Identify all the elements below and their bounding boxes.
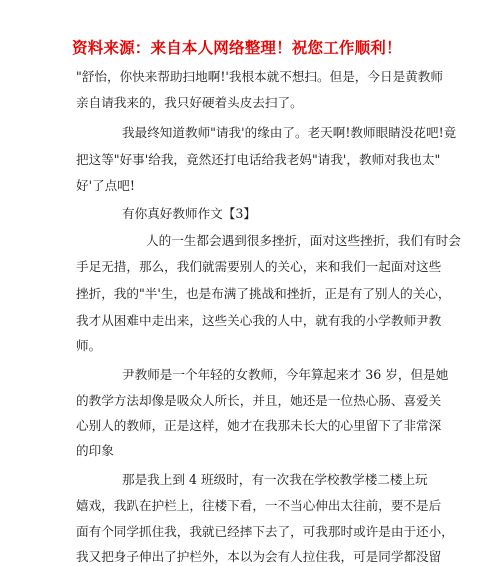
paragraph-line-5: 好'了点吧! [76, 178, 135, 193]
paragraph-line-3: 我最终知道教师"请我'的缘由了。老天啊!教师眼睛没花吧!竟 [122, 125, 457, 140]
paragraph-line-19: 我又把身子伸出了护栏外，本以为会有人拉住我，可是同学都没留 [76, 549, 442, 564]
section-heading: 有你真好教师作文【3】 [122, 206, 256, 221]
paragraph-line-14: 心别人的教师，正是这样，她才在我那未长大的心里留下了非常深 [76, 418, 442, 433]
source-header: 资料来源：来自本人网络整理！祝您工作顺利！ [72, 38, 402, 57]
paragraph-line-12: 尹教师是一个年轻的女教师，今年算起来才 36 岁，但是她 [122, 367, 449, 382]
paragraph-line-17: 嬉戏，我趴在护栏上，往楼下看，一不当心伸出太往前，要不是后 [76, 498, 442, 513]
paragraph-line-2: 亲自请我来的，我只好硬着头皮去扫了。 [76, 95, 303, 110]
paragraph-line-8: 手足无措，那么，我们就需要别人的关心，来和我们一起面对这些 [76, 259, 442, 274]
paragraph-line-15: 的印象 [76, 443, 114, 458]
paragraph-line-7: 人的一生都会遇到很多挫折，面对这些挫折，我们有时会 [146, 233, 461, 248]
paragraph-line-4: 把这等"好事'给我，竟然还打电话给我老妈"请我'，教师对我也太" [76, 152, 441, 167]
paragraph-line-18: 面有个同学抓住我，我就已经摔下去了，可我那时或许是由于还小， [76, 524, 454, 539]
paragraph-line-10: 我才从困难中走出来，这些关心我的人中，就有我的小学教师尹教 [76, 313, 442, 328]
paragraph-line-13: 的教学方法却像是吸众人所长，并且，她还是一位热心肠、喜爱关 [76, 393, 442, 408]
paragraph-line-1: "舒怡，你快来帮助扫地啊!'我根本就不想扫。但是，今日是黄教师 [76, 69, 443, 84]
paragraph-line-11: 师。 [76, 338, 102, 353]
paragraph-line-16: 那是我上到 4 班级时，有一次我在学校教学楼二楼上玩 [122, 472, 428, 487]
paragraph-line-9: 挫折，我的"半'生，也是布满了挑战和挫折，正是有了别人的关心， [76, 286, 451, 301]
